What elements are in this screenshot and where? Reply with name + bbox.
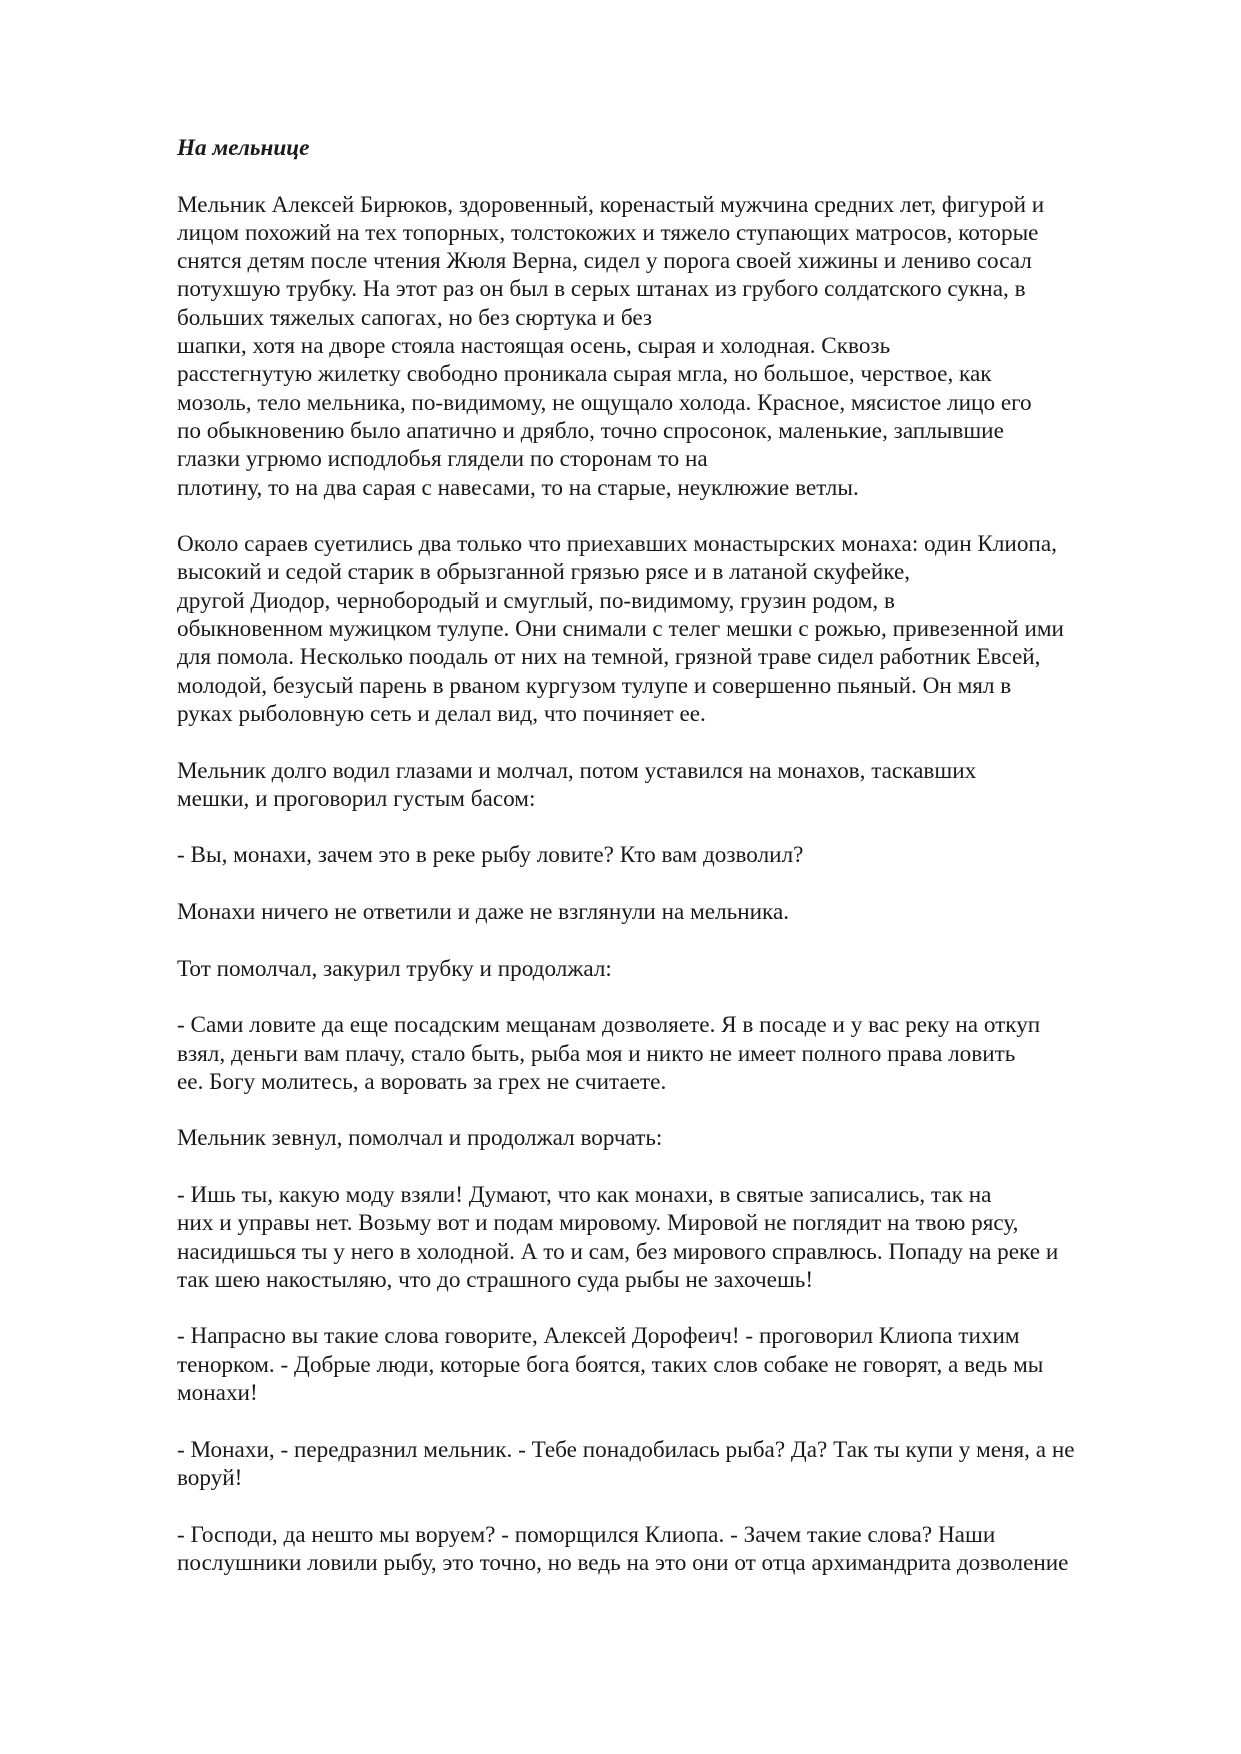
- text-line: молодой, безусый парень в рваном кургузом тулупе и совершенно пьяный. Он мял в: [177, 672, 1012, 699]
- text-line: послушники ловили рыбу, это точно, но ведь на это они от отца архимандрита дозволение: [177, 1549, 1069, 1576]
- text-line: - Вы, монахи, зачем это в реке рыбу ловите? Кто вам дозволил?: [177, 842, 804, 869]
- paragraph: [177, 757, 1157, 814]
- paragraph: [177, 1011, 1157, 1096]
- text-line: потухшую трубку. На этот раз он был в серых штанах из грубого солдатского сукна, в: [177, 276, 1026, 303]
- text-line: плотину, то на два сарая с навесами, то на старые, неуклюжие ветлы.: [177, 474, 859, 501]
- text-line: расстегнутую жилетку свободно проникала сырая мгла, но большое, черствое, как: [177, 361, 992, 388]
- text-line: обыкновенном мужицком тулупе. Они снимали с телег мешки с рожью, привезенной ими: [177, 616, 1064, 643]
- paragraph: [177, 955, 1157, 983]
- text-line: Мельник долго водил глазами и молчал, потом уставился на монахов, таскавших: [177, 757, 977, 784]
- text-line: Монахи ничего не ответили и даже не взглянули на мельника.: [177, 899, 790, 926]
- text-line: для помола. Несколько поодаль от них на темной, грязной траве сидел работник Евсей,: [177, 644, 1041, 671]
- text-line: монахи!: [177, 1380, 258, 1407]
- text-line: мозоль, тело мельника, по-видимому, не ощущало холода. Красное, мясистое лицо его: [177, 389, 1032, 416]
- text-line: Мельник Алексей Бирюков, здоровенный, коренастый мужчина средних лет, фигурой и: [177, 191, 1045, 218]
- text-line: Тот помолчал, закурил трубку и продолжал:: [177, 955, 612, 982]
- paragraph: [177, 1181, 1157, 1294]
- document-title: На мельнице: [177, 135, 310, 161]
- document-body: [177, 134, 1157, 1605]
- paragraph: [177, 841, 1157, 869]
- text-line: - Сами ловите да еще посадским мещанам дозволяете. Я в посаде и у вас реку на откуп: [177, 1012, 1041, 1039]
- text-line: высокий и седой старик в обрызганной грязью рясе и в латаной скуфейке,: [177, 559, 911, 586]
- text-line: больших тяжелых сапогах, но без сюртука и без: [177, 304, 653, 331]
- paragraph: [177, 1436, 1157, 1493]
- text-line: руках рыболовную сеть и делал вид, что починяет ее.: [177, 700, 706, 727]
- paragraph: [177, 1322, 1157, 1407]
- text-line: Мельник зевнул, помолчал и продолжал ворчать:: [177, 1125, 663, 1152]
- paragraph: [177, 1521, 1157, 1578]
- text-line: - Напрасно вы такие слова говорите, Алексей Дорофеич! - проговорил Клиопа тихим: [177, 1323, 1020, 1350]
- text-line: насидишься ты у него в холодной. А то и сам, без мирового справлюсь. Попаду на реке и: [177, 1238, 1059, 1265]
- text-line: - Ишь ты, какую моду взяли! Думают, что как монахи, в святые записались, так на: [177, 1181, 992, 1208]
- text-line: снятся детям после чтения Жюля Верна, сидел у порога своей хижины и лениво сосал: [177, 248, 1032, 275]
- paragraph: [177, 530, 1157, 728]
- text-line: мешки, и проговорил густым басом:: [177, 785, 536, 812]
- paragraph: [177, 1124, 1157, 1152]
- text-line: - Господи, да нешто мы воруем? - поморщился Клиопа. - Зачем такие слова? Наши: [177, 1521, 996, 1548]
- paragraph: [177, 191, 1157, 502]
- text-line: них и управы нет. Возьму вот и подам мировому. Мировой не поглядит на твою рясу,: [177, 1210, 1019, 1237]
- text-line: по обыкновению было апатично и дрябло, точно спросонок, маленькие, заплывшие: [177, 417, 1004, 444]
- text-line: лицом похожий на тех топорных, толстокожих и тяжело ступающих матросов, которые: [177, 219, 1039, 246]
- text-line: тенорком. - Добрые люди, которые бога боятся, таких слов собаке не говорят, а ведь мы: [177, 1351, 1044, 1378]
- paragraph-list: [177, 191, 1157, 1578]
- text-line: другой Диодор, чернобородый и смуглый, по-видимому, грузин родом, в: [177, 587, 895, 614]
- text-line: взял, деньги вам плачу, стало быть, рыба моя и никто не имеет полного права ловить: [177, 1040, 1016, 1067]
- text-line: ее. Богу молитесь, а воровать за грех не считаете.: [177, 1068, 667, 1095]
- paragraph: [177, 898, 1157, 926]
- text-line: воруй!: [177, 1464, 243, 1491]
- text-line: Около сараев суетились два только что приехавших монастырских монаха: один Клиопа,: [177, 531, 1057, 558]
- text-line: так шею накостыляю, что до страшного суда рыбы не захочешь!: [177, 1266, 814, 1293]
- text-line: глазки угрюмо исподлобья глядели по сторонам то на: [177, 446, 708, 473]
- text-line: - Монахи, - передразнил мельник. - Тебе понадобилась рыба? Да? Так ты купи у меня, а не: [177, 1436, 1075, 1463]
- text-line: шапки, хотя на дворе стояла настоящая осень, сырая и холодная. Сквозь: [177, 333, 891, 360]
